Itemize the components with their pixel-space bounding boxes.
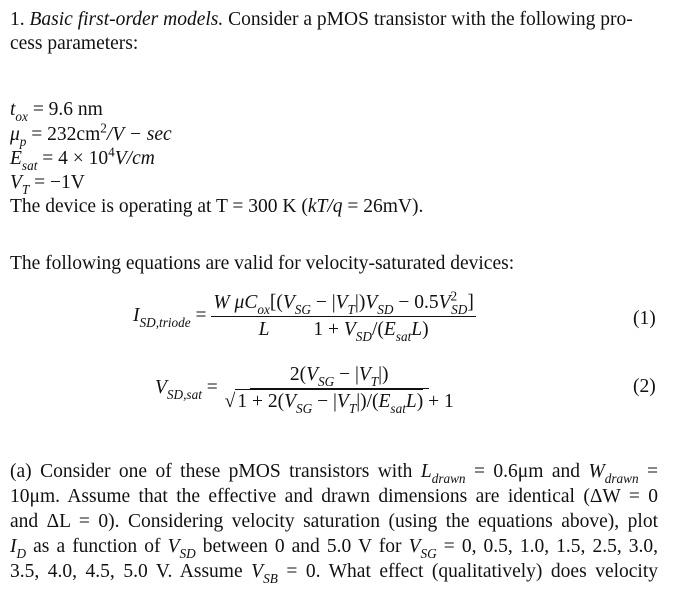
problem-intro-line2: cess parameters: (10, 33, 139, 54)
param-esat-value: = 4 × 10 (42, 148, 109, 169)
param-esat: $E_{sat} = 4 \times 10^4V/cm$ (10, 144, 155, 173)
part-a-line5: 3.5, 4.0, 4.5, 5.0 V. Assume $V_{SB} = 0$. What effect (qualitatively) does velocity (10, 561, 659, 586)
param-vt-value: = −1V (34, 172, 85, 193)
problem-title: Basic first-order models. (29, 9, 224, 30)
equation-1: $I_{SD,triode}$ = $\frac{W \mu C_{ox}[(V_{SG} - |V_T|)V_{SD} - 0.5V^2_{SD}]}{L 1 + V_{SD}/(E_{sat}L)}$ (133, 288, 474, 344)
problem-intro-line1: Consider a pMOS transistor with the following pro- (228, 9, 633, 30)
equation-1-number: (1) (633, 308, 656, 329)
param-esat-unit: V/cm (114, 148, 155, 169)
part-a-line3: and ΔL = 0). Considering velocity saturation (using the equations above), plot (10, 511, 658, 532)
param-tox: $t_{ox} = 9.6$ nm (10, 99, 103, 124)
param-tox-value: = 9.6 nm (32, 99, 103, 120)
equation-2-number: (2) (633, 376, 656, 397)
problem-heading (10, 8, 633, 32)
param-temperature: The device is operating at T = 300 K (kT/q = 26mV). (10, 196, 424, 217)
param-mup-unit: /V − sec (106, 124, 172, 145)
equation-2-fraction: $\frac{2(V_{SG} - |V_T|)}{√ 1 + 2(V_{SG} - |V_T|)/(E_{sat}L) + 1}$ (224, 364, 454, 416)
part-a-line1: (a) Consider one of these pMOS transistors with $L_{drawn} = 0.6\mu m$ and $W_{drawn}$ = (10, 461, 659, 486)
equation-1-fraction: $\frac{W \mu C_{ox}[(V_{SG} - |V_T|)V_{SD} - 0.5V^2_{SD}]}{L 1 + V_{SD}/(E_{sat}L)}$ (213, 288, 474, 344)
equation-2: $V_{SD,sat}$ = $\frac{2(V_{SG} - |V_T|)}{√ 1 + 2(V_{SG} - |V_T|)/(E_{sat}L) + 1}$ (155, 364, 454, 416)
part-a-line4: $I_D$ as a function of $V_{SD}$ between 0 and 5.0 V for $V_{SG} = 0$, 0.5, 1.0, 1.5, 2.5, 3.0, (10, 536, 659, 561)
param-vt: $V_T = -1V$ (10, 172, 85, 197)
equations-intro: The following equations are valid for velocity-saturated devices: (10, 253, 515, 274)
param-mup: $\mu_p = 232cm^2/V - \sec$ (10, 120, 172, 149)
part-a-line2: 10μm. Assume that the effective and drawn dimensions are identical (ΔW = 0 (10, 486, 658, 507)
param-mup-value: = 232cm (31, 124, 101, 145)
problem-number: 1. (10, 9, 25, 30)
